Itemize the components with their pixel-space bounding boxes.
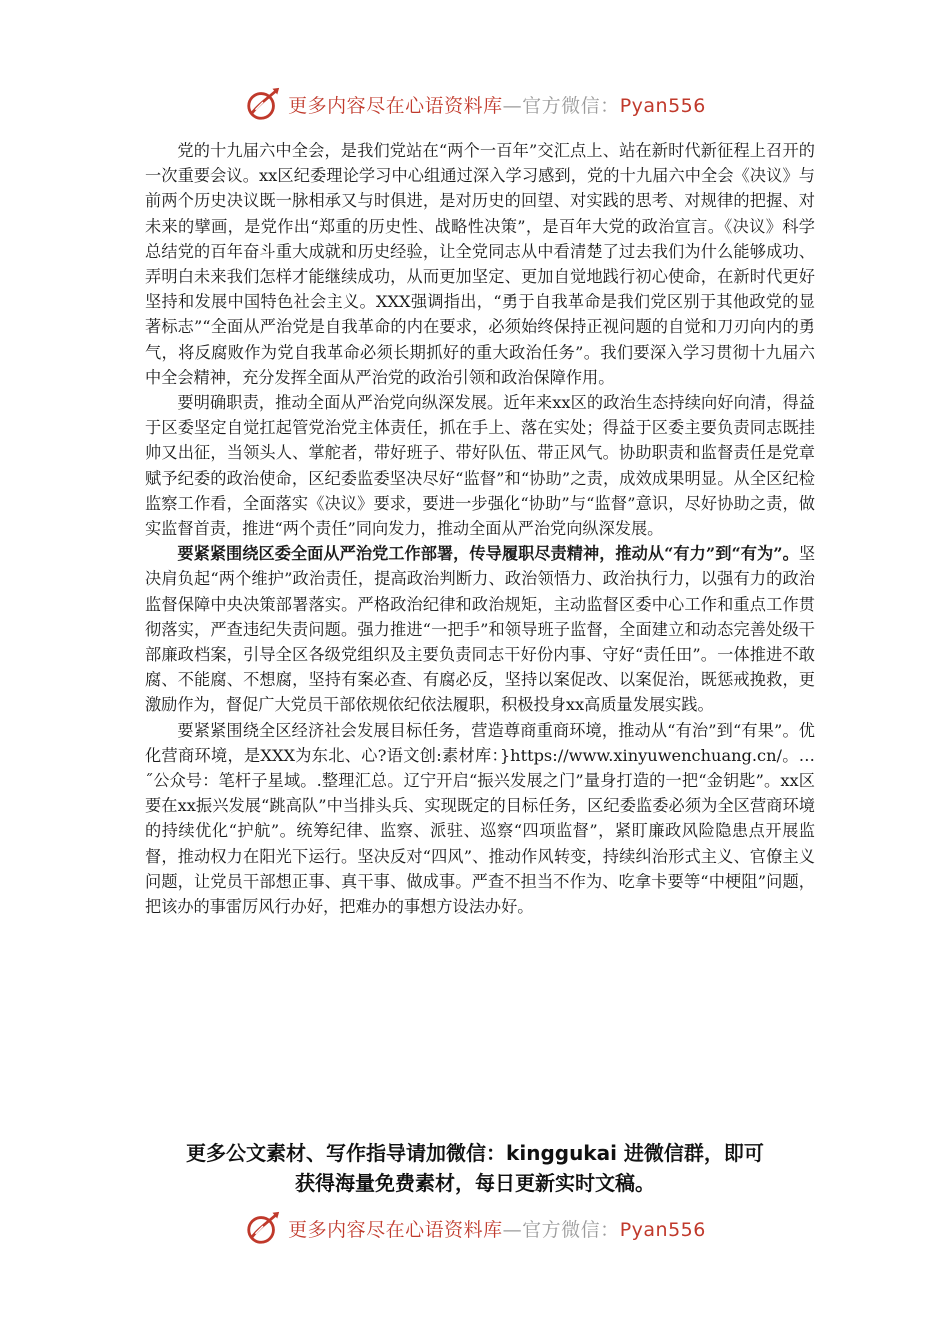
banner-text — [288, 91, 706, 118]
paragraph-3 — [145, 541, 815, 717]
banner-text — [288, 1215, 706, 1242]
paragraph-4 — [145, 718, 815, 920]
paragraph-text: 坚决肩负起“两个维护”政治责任，提高政治判断力、政治领悟力、政治执行力，以强有力的政治监督保障中央决策部署落实。严格政治纪律和政治规矩，主动监督区委中心工作和重点工作贯彻落实，严查违纪失责问题。强力推进“一把手”和领导班子监督，全面建立和动态完善处级干部廉政档案，引导全区各级党组织及主要负责同志干好份内事、守好“责任田”。一体推进不敢腐、不能腐、不想腐，坚持有案必查、有腐必反，坚持以案促改、以案促治，既惩戒挽救，更激励作为，督促广大党员干部依规依纪依法履职，积极投身xx高质量发展实践。 — [145, 544, 815, 715]
banner-dash: — — [502, 1218, 523, 1241]
pen-logo-icon — [244, 85, 282, 123]
banner-id: Pyan556 — [619, 94, 706, 117]
banner-suffix: 官方微信： — [522, 1218, 620, 1241]
paragraph-text: 党的十九届六中全会，是我们党站在“两个一百年”交汇点上、站在新时代新征程上召开的一次重要会议。xx区纪委理论学习中心组通过深入学习感到，党的十九届六中全会《决议》与前两个历史决议既一脉相承又与时俱进，是对历史的回望、对实践的思考、对规律的把握、对未来的擘画，是党作出“郑重的历史性、战略性决策”，是百年大党的政治宣言。《决议》科学总结党的百年奋斗重大成就和历史经验，让全党同志从中看清楚了过去我们为什么能够成功、弄明白未来我们怎样才能继续成功，从而更加坚定、更加自觉地践行初心使命，在新时代更好坚持和发展中国特色社会主义。XXX强调指出，“勇于自我革命是我们党区别于其他政党的显著标志”“全面从严治党是自我革命的内在要求，必须始终保持正视问题的自觉和刀刃向内的勇气，将反腐败作为党自我革命必须长期抓好的重大政治任务”。我们要深入学习贯彻十九届六中全会精神，充分发挥全面从严治党的政治引领和政治保障作用。 — [145, 141, 815, 387]
paragraph-text: 要明确职责，推动全面从严治党向纵深发展。近年来xx区的政治生态持续向好向清，得益于区委坚定自觉扛起管党治党主体责任，抓在手上、落在实处；得益于区委主要负责同志既挂帅又出征，当领头人、掌舵者，带好班子、带好队伍、带正风气。协助职责和监督责任是党章赋予纪委的政治使命，区纪委监委坚决尽好“监督”和“协助”之责，成效成果明显。从全区纪检监察工作看，全面落实《决议》要求，要进一步强化“协助”与“监督”意识，尽好协助之责，做实监督首责，推进“两个责任”同向发力，推动全面从严治党向纵深发展。 — [145, 393, 815, 539]
banner-suffix: 官方微信： — [522, 94, 620, 117]
paragraph-2 — [145, 390, 815, 541]
footer-banner — [0, 1208, 950, 1248]
banner-main: 更多内容尽在心语资料库 — [288, 94, 503, 117]
banner-dash: — — [502, 94, 523, 117]
header-banner-inner — [244, 85, 706, 123]
paragraph-lead: 要紧紧围绕区委全面从严治党工作部署，传导履职尽责精神，推动从“有力”到“有为”。 — [177, 544, 799, 564]
header-banner — [0, 84, 950, 124]
paragraph-text: 要紧紧围绕全区经济社会发展目标任务，营造尊商重商环境，推动从“有治”到“有果”。优化营商环境，是XXX为东北、心?语文创:素材库：}https://www.xinyuwenchuang.cn/。…˝公众号：笔杆子星域。.整理汇总。辽宁开启“振兴发展之门”量身打造的一把“金钥匙”。xx区要在xx振兴发展“跳高队”中当排头兵、实现既定的目标任务，区纪委监委必须为全区营商环境的持续优化“护航”。统筹纪律、监察、派驻、巡察“四项监督”，紧盯廉政风险隐患点开展监督，推动权力在阳光下运行。坚决反对“四风”、推动作风转变，持续纠治形式主义、官僚主义问题，让党员干部想正事、真干事、做成事。严查不担当不作为、吃拿卡要等“中梗阻”问题，把该办的事雷厉风行办好，把难办的事想方设法办好。 — [145, 720, 815, 917]
footer-note — [130, 1138, 820, 1198]
banner-main: 更多内容尽在心语资料库 — [288, 1218, 503, 1241]
footer-note-line-1: 更多公文素材、写作指导请加微信：kinggukai 进微信群，即可 — [186, 1141, 764, 1165]
footer-note-line-2: 获得海量免费素材，每日更新实时文稿。 — [295, 1171, 655, 1195]
pen-logo-icon — [244, 1209, 282, 1247]
paragraph-1 — [145, 138, 815, 390]
article-body — [145, 138, 815, 919]
footer-banner-inner — [244, 1209, 706, 1247]
banner-id: Pyan556 — [619, 1218, 706, 1241]
